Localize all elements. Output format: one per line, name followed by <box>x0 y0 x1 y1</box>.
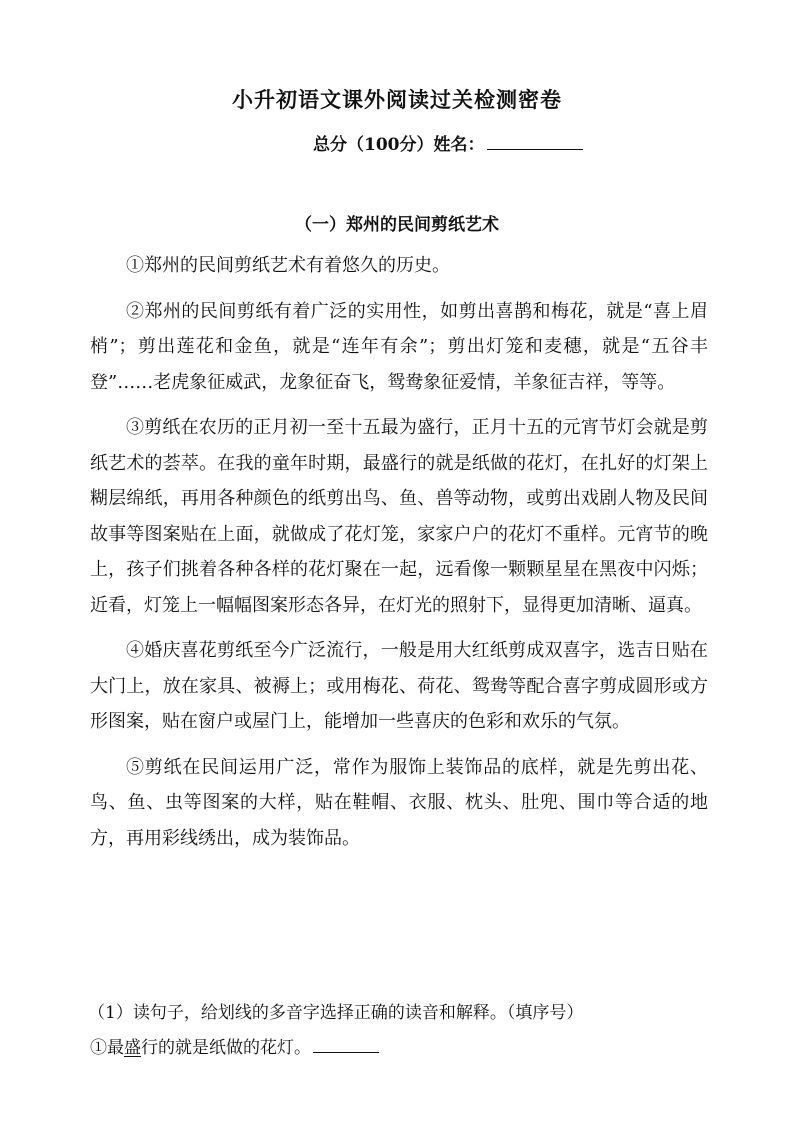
score-name-label: 总分（100分）姓名： <box>313 135 485 155</box>
sentence-prefix: ①最 <box>90 1038 124 1058</box>
sentence-suffix: 行的就是纸做的花灯。 <box>141 1038 311 1058</box>
question-1-sentence <box>90 1031 708 1066</box>
question-1-prompt: （1）读句子，给划线的多音字选择正确的读音和解释。（填序号） <box>88 1003 584 1023</box>
paragraph-2: ②郑州的民间剪纸有着广泛的实用性，如剪出喜鹊和梅花，就是“喜上眉梢”；剪出莲花和金鱼，就是“连年有余”；剪出灯笼和麦穗，就是“五谷丰登”……老虎象征威武，龙象征奋飞，鸳鸯象征爱情，羊象征吉祥，等等。 <box>90 300 708 393</box>
underlined-character: 盛 <box>124 1038 141 1058</box>
page-title: 小升初语文课外阅读过关检测密卷 <box>232 87 562 112</box>
paragraph-3: ③剪纸在农历的正月初一至十五最为盛行，正月十五的元宵节灯会就是剪纸艺术的荟萃。在我的童年时期，最盛行的就是纸做的花灯，在扎好的灯架上糊层绵纸，再用各种颜色的纸剪出鸟、鱼、兽等动物，或剪出戏剧人物及民间故事等图案贴在上面，就做成了花灯笼，家家户户的花灯不重样。元宵节的晚上，孩子们挑着各种各样的花灯聚在一起，远看像一颗颗星星在黑夜中闪烁；近看，灯笼上一幅幅图案形态各异，在灯光的照射下，显得更加清晰、逼真。 <box>90 417 708 616</box>
answer-blank-field[interactable] <box>313 1038 379 1053</box>
reading-passage <box>90 248 708 866</box>
name-blank-field <box>487 135 583 150</box>
score-name-line <box>313 130 583 155</box>
paragraph-4: ④婚庆喜花剪纸至今广泛流行，一般是用大红纸剪成双喜字，选吉日贴在大门上，放在家具、被褥上；或用梅花、荷花、鸳鸯等配合喜字剪成圆形或方形图案，贴在窗户或屋门上，能增加一些喜庆的色彩和欢乐的气氛。 <box>90 640 708 732</box>
paragraph-5: ⑤剪纸在民间运用广泛，常作为服饰上装饰品的底样，就是先剪出花、鸟、鱼、虫等图案的大样，贴在鞋帽、衣服、枕头、肚兜、围巾等合适的地方，再用彩线绣出，成为装饰品。 <box>90 756 708 849</box>
question-section <box>90 996 708 1066</box>
section-title: （一）郑州的民间剪纸艺术 <box>295 215 499 235</box>
paragraph-1: ①郑州的民间剪纸艺术有着悠久的历史。 <box>126 255 450 276</box>
